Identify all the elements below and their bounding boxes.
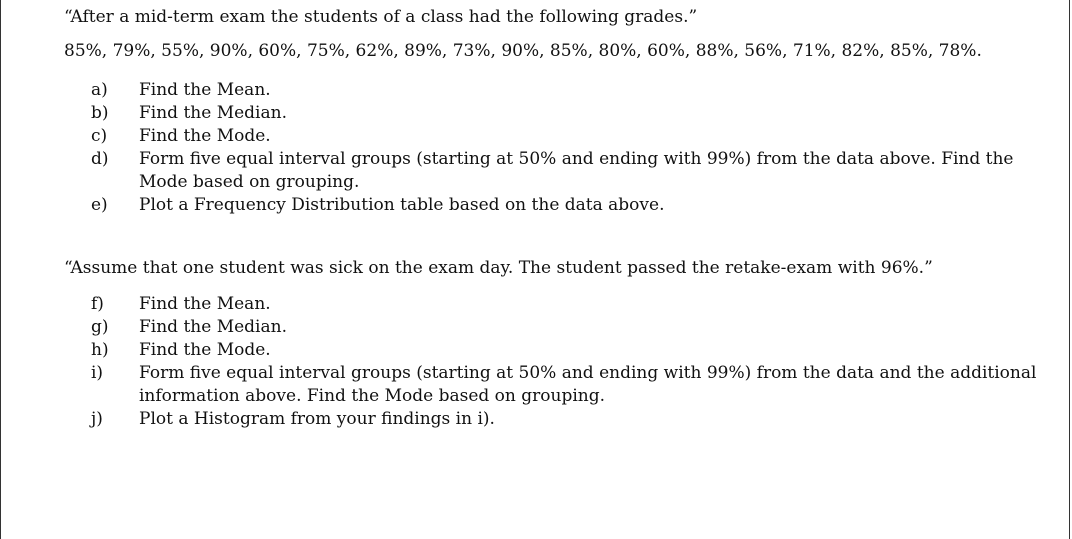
question-item [90, 408, 1054, 431]
question-letter: f) [91, 294, 104, 314]
question-text: Find the Mode. [139, 340, 271, 360]
question-letter: h) [91, 340, 109, 360]
question-text: Form five equal interval groups (starting at 50% and ending with 99%) from the data above. Find the Mode based on grouping. [139, 149, 1014, 192]
question-letter: j) [91, 409, 103, 429]
question-item [90, 194, 1054, 217]
question-letter: g) [91, 317, 109, 337]
question-list-part2 [64, 293, 1054, 431]
question-item [90, 79, 1054, 102]
question-item [90, 339, 1054, 362]
question-item [90, 316, 1054, 339]
question-letter: c) [91, 126, 108, 146]
question-letter: b) [91, 103, 109, 123]
grades-data: 85%, 79%, 55%, 90%, 60%, 75%, 62%, 89%, 73%, 90%, 85%, 80%, 60%, 88%, 56%, 71%, 82%, 85%, 78%. [64, 41, 982, 61]
document-body [64, 2, 1054, 431]
question-text: Find the Median. [139, 103, 287, 123]
question-list-part1 [64, 79, 1054, 217]
question-text: Plot a Frequency Distribution table based on the data above. [139, 195, 665, 215]
question-text: Find the Mean. [139, 294, 271, 314]
question-text: Form five equal interval groups (starting at 50% and ending with 99%) from the data and the additional information above. Find the Mode based on grouping. [139, 363, 1037, 406]
question-item [90, 102, 1054, 125]
question-letter: e) [91, 195, 108, 215]
question-text: Find the Mean. [139, 80, 271, 100]
retake-quote: “Assume that one student was sick on the exam day. The student passed the retake-exam with 96%.” [64, 258, 933, 278]
question-text: Find the Mode. [139, 126, 271, 146]
question-text: Find the Median. [139, 317, 287, 337]
question-letter: a) [91, 80, 108, 100]
question-letter: d) [91, 149, 109, 169]
question-item [90, 293, 1054, 316]
intro-quote: “After a mid-term exam the students of a class had the following grades.” [64, 7, 698, 27]
question-text: Plot a Histogram from your findings in i). [139, 409, 495, 429]
question-item [90, 148, 1054, 194]
question-letter: i) [91, 363, 104, 383]
question-item [90, 125, 1054, 148]
question-item [90, 362, 1054, 408]
